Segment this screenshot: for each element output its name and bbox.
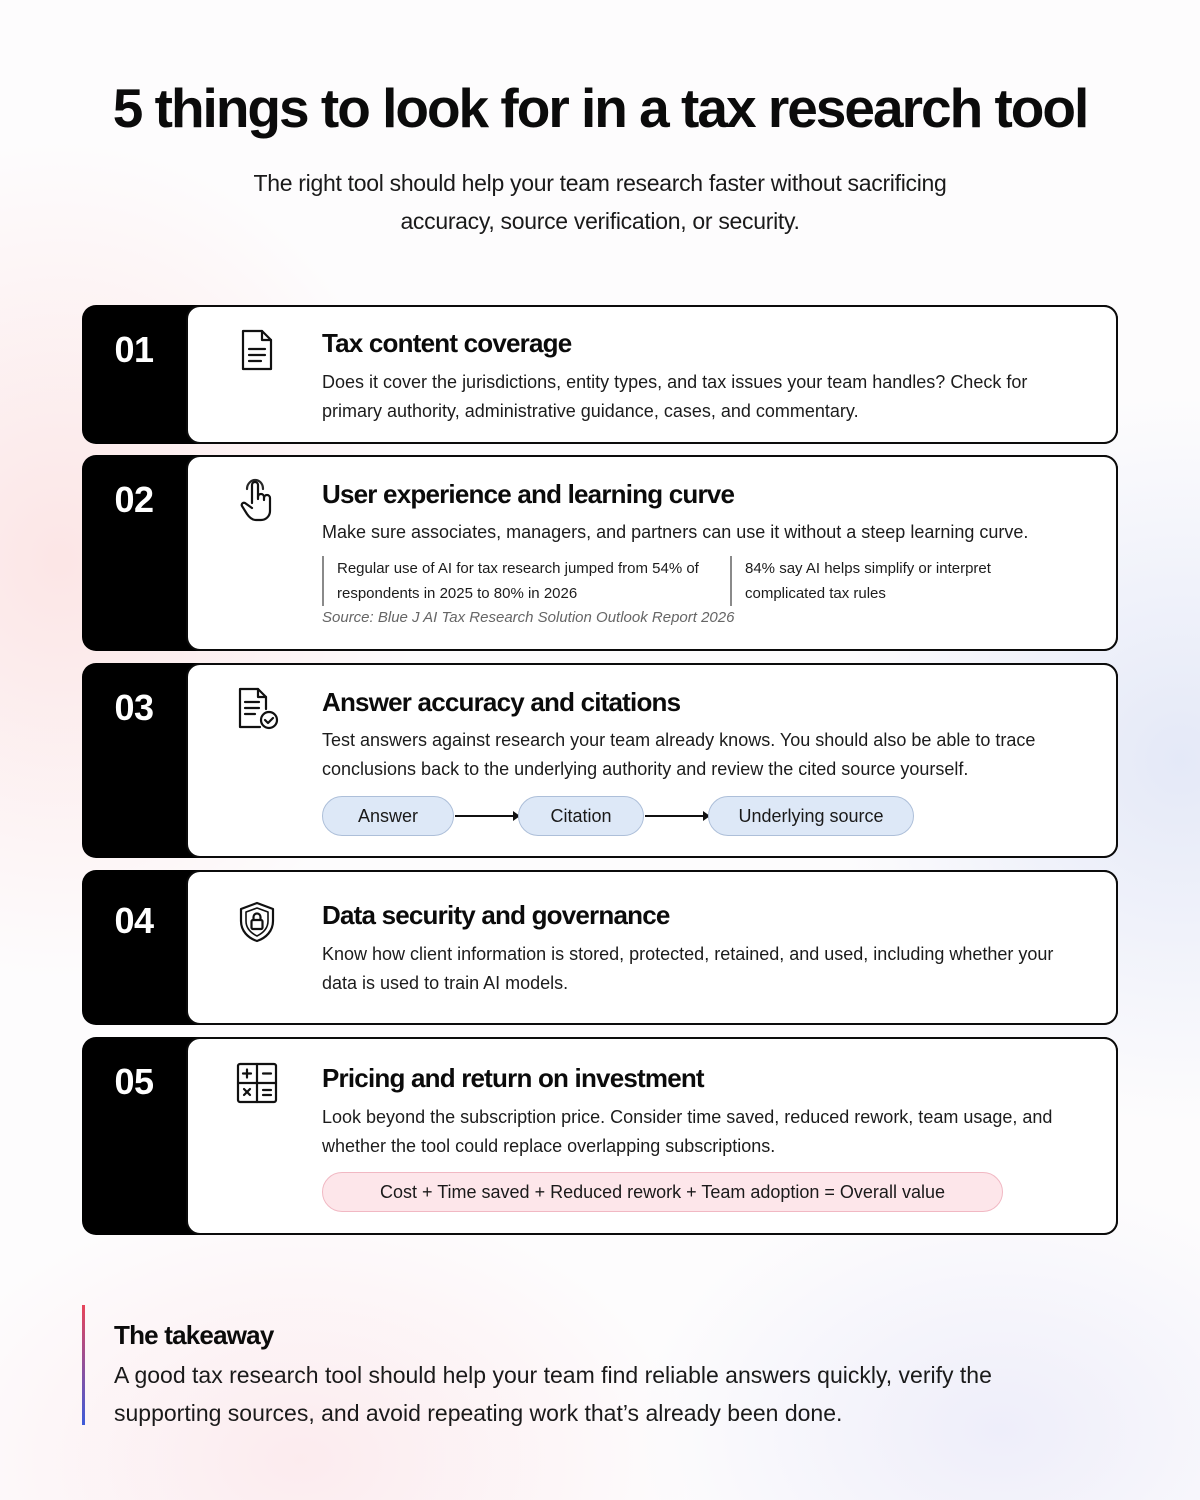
document-check-icon [234,685,280,731]
stat-callout: Regular use of AI for tax research jumped from 54% of respondents in 2025 to 80% in 2026 [322,556,702,606]
item-card-01 [82,305,1118,444]
item-title: Pricing and return on investment [322,1063,704,1093]
takeaway-accent-bar [82,1305,85,1425]
item-title: Answer accuracy and citations [322,687,681,717]
flow-arrow [645,815,708,817]
shield-lock-icon [234,899,280,945]
item-number: 05 [114,1061,154,1102]
flow-answer-pill: Answer [322,796,454,836]
item-card-05 [82,1037,1118,1235]
page-subtitle: The right tool should help your team research faster without sacrificing accuracy, source verification, or security. [253,170,947,234]
item-panel [186,870,1118,1025]
flow-citation-pill: Citation [518,796,644,836]
item-number: 03 [114,687,154,728]
item-description: Test answers against research your team already knows. You should also be able to trace conclusions back to the underlying authority and review the cited source yourself. [322,730,1036,779]
item-panel [186,305,1118,444]
item-title: Tax content coverage [322,328,572,358]
page-title: 5 things to look for in a tax research tool [112,77,1088,139]
item-panel [186,663,1118,858]
flow-arrow [455,815,518,817]
item-panel [186,1037,1118,1235]
item-description: Look beyond the subscription price. Consider time saved, reduced rework, team usage, and whether the tool could replace overlapping subscriptions. [322,1107,1053,1156]
pointer-hand-icon [234,477,280,523]
item-title: Data security and governance [322,900,670,930]
item-title: User experience and learning curve [322,479,735,509]
value-formula-pill: Cost + Time saved + Reduced rework + Team adoption = Overall value [322,1172,1003,1212]
flow-source-pill: Underlying source [708,796,914,836]
item-description: Does it cover the jurisdictions, entity types, and tax issues your team handles? Check for primary authority, administrative guidance, cases, and commentary. [322,372,1028,421]
item-description: Make sure associates, managers, and partners can use it without a steep learning curve. [322,522,1029,542]
item-number: 02 [114,479,154,520]
item-panel [186,455,1118,651]
source-note: Source: Blue J AI Tax Research Solution Outlook Report 2026 [322,609,735,626]
item-card-02 [82,455,1118,651]
item-description: Know how client information is stored, protected, retained, and used, including whether your data is used to train AI models. [322,944,1054,993]
takeaway-text: A good tax research tool should help your team find reliable answers quickly, verify the supporting sources, and avoid repeating work that’s already been done. [114,1362,992,1426]
item-card-04 [82,870,1118,1025]
document-icon [234,327,280,373]
stat-callout: 84% say AI helps simplify or interpret complicated tax rules [730,556,1000,606]
takeaway-title: The takeaway [114,1320,274,1350]
item-number: 01 [114,329,154,370]
item-card-03 [82,663,1118,858]
calculator-icon [234,1060,280,1106]
item-number: 04 [114,900,154,941]
